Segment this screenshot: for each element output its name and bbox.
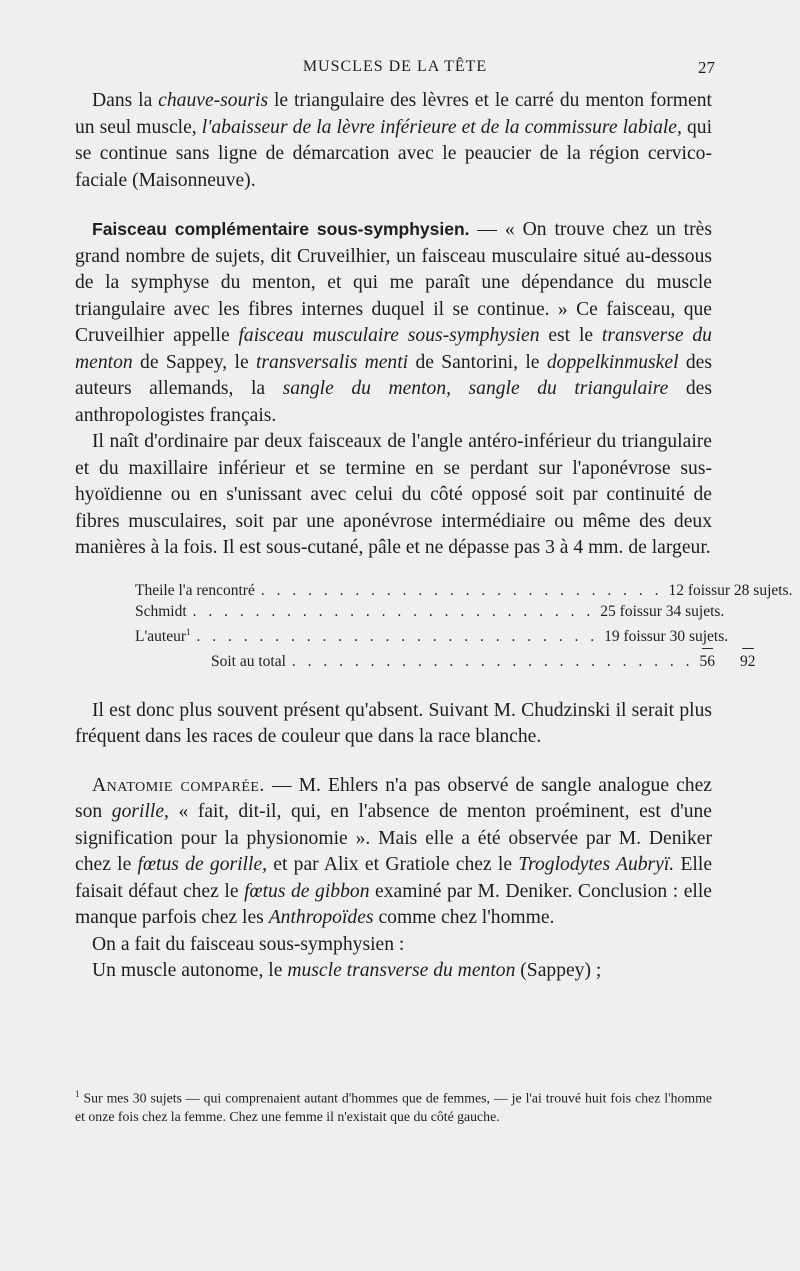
leader-dots: . . . . . . . . . . . . . . . . . . . . . . . . . . <box>192 602 595 620</box>
total-fois: 56 <box>699 652 716 670</box>
paragraph-muscle-autonome: Un muscle autonome, le muscle transverse du menton (Sappey) ; <box>92 960 602 982</box>
statistics-table <box>135 580 793 672</box>
paragraph-faisceau: Faisceau complémentaire sous-symphysien. — « On trouve chez un très grand nombre de sujets, dit Cruveilhier, un faisceau musculaire situé au-dessous de la symphyse du menton, et qui me paraît une dépendance du muscle triangulaire avec les fibres internes duquel il se continue. » Ce faisceau, que Cruveilhier appelle faisceau musculaire sous-symphysien est le transverse du menton de Sappey, le transversalis menti de Santorini, le doppelkinmuskel des auteurs allemands, la sangle du menton, sangle du triangulaire des anthropologistes français. <box>75 219 712 426</box>
paragraph-anatomie-comparee: Anatomie comparée. — M. Ehlers n'a pas observé de sangle analogue chez son gorille, « fait, dit-il, qui, en l'absence de menton proéminent, est d'une signification pour la physionomie ». Mais elle a été observée par M. Deniker chez le fœtus de gorille, et par Alix et Gratiole chez le Troglodytes Aubryï. Elle faisait défaut chez le fœtus de gibbon examiné par M. Deniker. Conclusion : elle manque parfois chez les Anthropoïdes comme chez l'homme. <box>75 774 713 929</box>
running-header <box>75 58 715 82</box>
page-body <box>75 88 793 985</box>
footnote <box>75 1085 712 1126</box>
paragraph-chauve-souris: Dans la chauve-souris le triangulaire des lèvres et le carré du menton forment un seul muscle, l'abaisseur de la lèvre inférieure et de la commissure labiale, qui se continue sans ligne de démarcation avec le peaucier de la région cervico-faciale (Maisonneuve). <box>75 90 713 191</box>
section-heading: Faisceau complémentaire sous-symphysien. <box>92 219 470 239</box>
italic-term: gorille, <box>111 801 169 823</box>
italic-term: fœtus de gibbon <box>244 880 370 902</box>
paragraph-origine: Il naît d'ordinaire par deux faisceaux de l'angle antéro-inférieur du triangulaire et du maxillaire inférieur et se termine en se perdant sur l'aponévrose sus-hyoïdienne ou en s'unissant avec celui du côté opposé soit par continuité de fibres musculaires, soit par une aponévrose intermédiaire ou même des deux manières à la fois. Il est sous-cutané, pâle et ne dépasse pas 3 à 4 mm. de largeur. <box>75 431 712 558</box>
footnote-text: Sur mes 30 sujets — qui comprenaient autant d'hommes que de femmes, — je l'ai trouvé huit fois chez l'homme et onze fois chez la femme. Chez une femme il n'existait que du côté gauche. <box>75 1090 712 1124</box>
leader-dots: . . . . . . . . . . . . . . . . . . . . . . . . . . <box>196 627 599 645</box>
paragraph-on-a-fait: On a fait du faisceau sous-symphysien : <box>92 933 405 955</box>
page-number: 27 <box>698 58 715 77</box>
italic-term: sangle du menton, sangle du triangulaire <box>282 378 669 399</box>
italic-term: transversalis menti <box>255 351 409 373</box>
table-row: Theile l'a rencontré . . . . . . . . . . . . . . . . . . . . . . . . . . 12 fois sur 28 sujets. <box>135 581 793 599</box>
table-total-row: Soit au total . . . . . . . . . . . . . . . . . . . . . . . . . . 56 92 <box>211 652 756 670</box>
leader-dots: . . . . . . . . . . . . . . . . . . . . . . . . . . <box>260 581 663 599</box>
total-sujets: 92 <box>740 652 756 670</box>
running-title: MUSCLES DE LA TÊTE <box>302 58 488 75</box>
table-row: Schmidt . . . . . . . . . . . . . . . . . . . . . . . . . . 25 fois sur 34 sujets. <box>135 602 725 620</box>
italic-term: faisceau musculaire sous-symphysien <box>238 325 540 346</box>
footnote-mark: 1 <box>75 1089 80 1099</box>
leader-dots: . . . . . . . . . . . . . . . . . . . . . . . . . . <box>291 652 694 670</box>
italic-term: Anthropoïdes <box>268 907 374 929</box>
italic-term: fœtus de gorille, <box>137 854 268 876</box>
footnote-ref[interactable]: 1 <box>186 626 191 637</box>
italic-term: Troglodytes Aubryï. <box>518 854 675 876</box>
table-row: L'auteur$^1$ . . . . . . . . . . . . . . . . . . . . . . . . . . 19 fois sur 30 sujets. <box>135 626 729 645</box>
italic-term: doppelkinmuskel <box>546 351 679 373</box>
italic-term: muscle transverse du menton <box>287 960 516 982</box>
italic-term: chauve-souris <box>158 90 269 111</box>
paragraph-frequence: Il est donc plus souvent présent qu'absent. Suivant M. Chudzinski il serait plus fréquent dans les races de couleur que dans la race blanche. <box>75 699 712 748</box>
italic-term: l'abaisseur de la lèvre inférieure et de la commissure labiale, <box>201 116 682 138</box>
section-heading: Anatomie comparée. <box>92 774 265 796</box>
italic-term: transverse du menton <box>75 325 712 373</box>
